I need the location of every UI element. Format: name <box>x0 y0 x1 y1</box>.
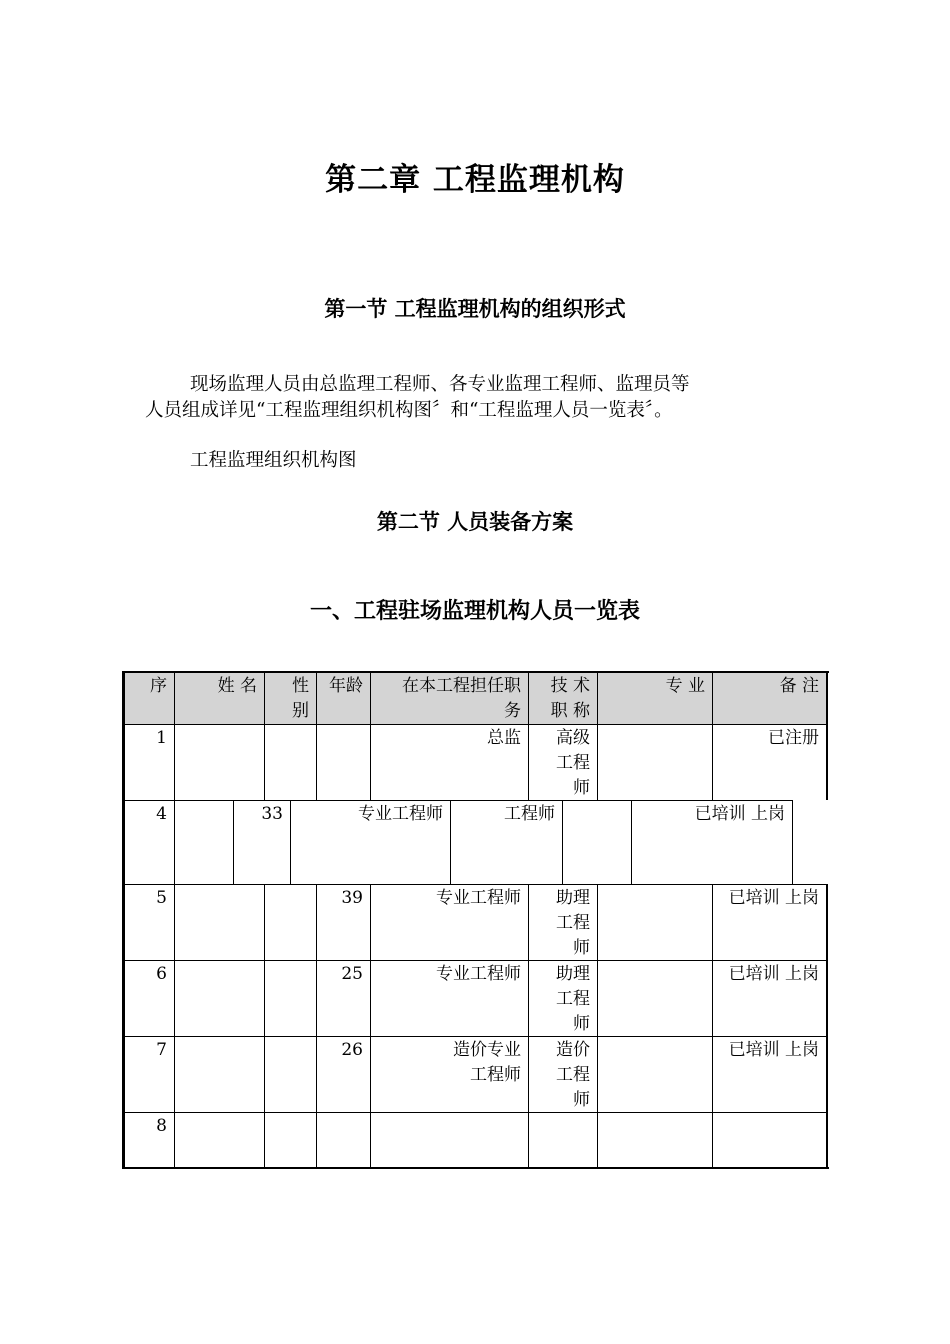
table-header-cell <box>174 672 264 724</box>
cell-line: 39 <box>341 888 363 908</box>
cell-line: 备 注 <box>779 676 819 696</box>
table-cell <box>264 1036 316 1112</box>
table-cell <box>562 800 631 884</box>
cell-line: 8 <box>156 1116 167 1136</box>
table-cell <box>174 800 233 884</box>
table-cell <box>264 1112 316 1168</box>
cell-line: 工程师 <box>504 804 555 824</box>
table-cell <box>597 884 712 960</box>
table-cell <box>370 960 528 1036</box>
cell-line: 已培训 上岗 <box>728 888 819 908</box>
table-cell <box>712 724 828 800</box>
table-cell <box>316 1112 370 1168</box>
cell-line: 专业工程师 <box>358 804 443 824</box>
cell-line: 务 <box>504 701 521 721</box>
table-cell <box>124 1036 174 1112</box>
intro-paragraph-line-1: 现场监理人员由总监理工程师、各专业监理工程师、监理员等 <box>190 374 690 395</box>
cell-line: 已培训 上岗 <box>728 964 819 984</box>
cell-line: 专业工程师 <box>436 888 521 908</box>
table-cell <box>290 800 450 884</box>
cell-line: 6 <box>156 964 167 984</box>
table-cell <box>631 800 793 884</box>
cell-line: 总监 <box>487 728 521 748</box>
table-cell <box>316 724 370 800</box>
table-cell <box>316 1036 370 1112</box>
cell-line: 别 <box>292 701 309 721</box>
cell-line: 造价专业 <box>453 1040 521 1060</box>
table-cell <box>124 960 174 1036</box>
cell-line: 4 <box>156 804 167 824</box>
table-cell <box>597 960 712 1036</box>
table-header-cell <box>124 672 174 724</box>
table-cell <box>316 884 370 960</box>
table-cell <box>233 800 290 884</box>
table-header-cell <box>712 672 828 724</box>
table-header-cell <box>316 672 370 724</box>
cell-line: 工程 <box>556 913 590 933</box>
cell-line: 已培训 上岗 <box>728 1040 819 1060</box>
table-cell <box>597 1036 712 1112</box>
table-cell <box>597 1112 712 1168</box>
table-top-border <box>122 671 829 673</box>
cell-line: 工程 <box>556 989 590 1009</box>
cell-line: 25 <box>341 964 363 984</box>
cell-line: 专 业 <box>665 676 705 696</box>
table-cell <box>174 724 264 800</box>
cell-line: 已培训 上岗 <box>694 804 785 824</box>
table-cell <box>124 724 174 800</box>
table-cell <box>124 884 174 960</box>
cell-line: 助理 <box>556 964 590 984</box>
section-2-title: 第二节 人员装备方案 <box>376 510 574 534</box>
cell-line: 序 <box>150 676 167 696</box>
cell-line: 高级 <box>556 728 590 748</box>
table-cell <box>174 960 264 1036</box>
table-cell <box>124 1112 174 1168</box>
cell-line: 26 <box>341 1040 363 1060</box>
intro-paragraph-line-2: 人员组成详见“工程监理组织机构图〞和“工程监理人员一览表〞。 <box>145 400 673 421</box>
table-cell <box>450 800 562 884</box>
table-cell <box>528 884 597 960</box>
table-cell <box>174 1036 264 1112</box>
table-cell <box>370 884 528 960</box>
table-header-cell <box>597 672 712 724</box>
cell-line: 造价 <box>556 1040 590 1060</box>
cell-line: 已注册 <box>768 728 819 748</box>
table-header-cell <box>370 672 528 724</box>
table-header-cell <box>528 672 597 724</box>
cell-line: 工程 <box>556 753 590 773</box>
cell-line: 师 <box>573 778 590 798</box>
table-cell <box>370 724 528 800</box>
cell-line: 职 称 <box>550 701 590 721</box>
cell-line: 工程师 <box>470 1065 521 1085</box>
chapter-title: 第二章 工程监理机构 <box>325 162 625 198</box>
table-cell <box>264 724 316 800</box>
section-1-title: 第一节 工程监理机构的组织形式 <box>324 297 626 321</box>
cell-line: 技 术 <box>550 676 590 696</box>
cell-line: 1 <box>156 728 167 748</box>
cell-line: 师 <box>573 1090 590 1110</box>
cell-line: 工程 <box>556 1065 590 1085</box>
cell-line: 姓 名 <box>217 676 257 696</box>
cell-line: 33 <box>261 804 283 824</box>
personnel-table-title: 一、工程驻场监理机构人员一览表 <box>309 599 640 624</box>
table-cell <box>174 1112 264 1168</box>
cell-line: 师 <box>573 1014 590 1034</box>
table-cell <box>174 884 264 960</box>
table-header-cell <box>264 672 316 724</box>
cell-line: 专业工程师 <box>436 964 521 984</box>
table-cell <box>316 960 370 1036</box>
table-cell <box>712 1036 828 1112</box>
cell-line: 年龄 <box>329 676 363 696</box>
table-cell <box>712 884 828 960</box>
cell-line: 性 <box>292 676 309 696</box>
table-cell <box>370 1112 528 1168</box>
table-cell <box>370 1036 528 1112</box>
table-cell <box>712 960 828 1036</box>
table-cell <box>528 1036 597 1112</box>
table-cell <box>528 724 597 800</box>
cell-line: 师 <box>573 938 590 958</box>
cell-line: 7 <box>156 1040 167 1060</box>
table-left-border <box>122 671 124 1169</box>
table-cell <box>264 960 316 1036</box>
table-cell <box>597 724 712 800</box>
cell-line: 助理 <box>556 888 590 908</box>
table-cell <box>528 960 597 1036</box>
cell-line: 在本工程担任职 <box>402 676 521 696</box>
org-chart-caption: 工程监理组织机构图 <box>190 450 357 471</box>
table-cell <box>712 1112 828 1168</box>
table-bottom-border <box>122 1167 829 1169</box>
cell-line: 5 <box>156 888 167 908</box>
table-cell <box>264 884 316 960</box>
table-cell <box>124 800 174 884</box>
table-cell <box>528 1112 597 1168</box>
